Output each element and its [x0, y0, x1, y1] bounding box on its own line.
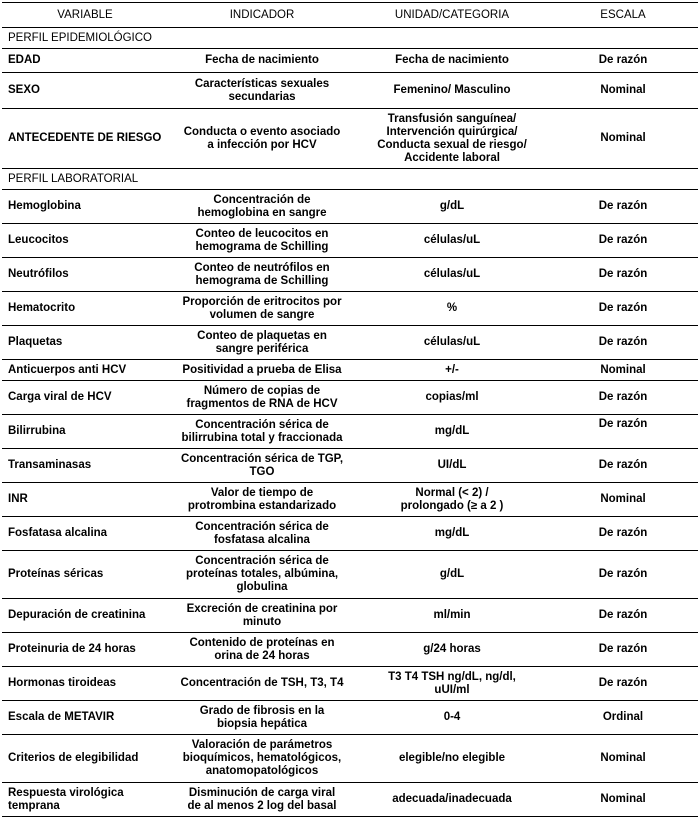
cell-escala: De razón [548, 633, 698, 667]
cell-escala: De razón [548, 258, 698, 292]
cell-escala: Nominal [548, 360, 698, 381]
cell-indicador: Concentración sérica de fosfatasa alcalina [168, 517, 356, 551]
cell-unidad: copias/ml [356, 381, 548, 415]
table-row [2, 483, 698, 517]
cell-escala: De razón [548, 517, 698, 551]
cell-escala: Nominal [548, 73, 698, 109]
cell-indicador: Grado de fibrosis en la biopsia hepática [168, 701, 356, 735]
cell-indicador: Conteo de neutrófilos en hemograma de Schilling [168, 258, 356, 292]
variables-table [2, 2, 698, 817]
cell-variable: Carga viral de HCV [2, 381, 168, 415]
cell-variable: Transaminasas [2, 449, 168, 483]
cell-unidad: g/24 horas [356, 633, 548, 667]
cell-indicador: Fecha de nacimiento [168, 49, 356, 73]
cell-variable: Escala de METAVIR [2, 701, 168, 735]
cell-indicador: Valoración de parámetros bioquímicos, hematológicos, anatomopatológicos [168, 735, 356, 783]
table-row [2, 449, 698, 483]
table-row [2, 517, 698, 551]
table-row [2, 326, 698, 360]
cell-indicador: Proporción de eritrocitos por volumen de sangre [168, 292, 356, 326]
cell-indicador: Disminución de carga viral de al menos 2 log del basal [168, 783, 356, 817]
cell-unidad: % [356, 292, 548, 326]
cell-variable: Hemoglobina [2, 190, 168, 224]
cell-variable: SEXO [2, 73, 168, 109]
cell-escala: Ordinal [548, 701, 698, 735]
cell-variable: Proteinuria de 24 horas [2, 633, 168, 667]
table-row [2, 49, 698, 73]
table-row [2, 73, 698, 109]
cell-unidad: 0-4 [356, 701, 548, 735]
cell-variable: EDAD [2, 49, 168, 73]
cell-variable: Leucocitos [2, 224, 168, 258]
cell-escala: Nominal [548, 735, 698, 783]
cell-unidad: elegible/no elegible [356, 735, 548, 783]
cell-unidad: células/uL [356, 224, 548, 258]
cell-unidad: UI/dL [356, 449, 548, 483]
cell-escala: De razón [548, 415, 698, 449]
cell-unidad: g/dL [356, 551, 548, 599]
cell-escala: De razón [548, 326, 698, 360]
cell-indicador: Conteo de leucocitos en hemograma de Schilling [168, 224, 356, 258]
cell-unidad: T3 T4 TSH ng/dL, ng/dl, uUI/ml [356, 667, 548, 701]
cell-escala: Nominal [548, 783, 698, 817]
cell-indicador: Conteo de plaquetas en sangre periférica [168, 326, 356, 360]
cell-escala: De razón [548, 224, 698, 258]
cell-indicador: Concentración sérica de proteínas totales, albúmina, globulina [168, 551, 356, 599]
table-row [2, 415, 698, 449]
cell-unidad: Femenino/ Masculino [356, 73, 548, 109]
cell-unidad: g/dL [356, 190, 548, 224]
cell-variable: Plaquetas [2, 326, 168, 360]
cell-unidad: Normal (< 2) / prolongado (≥ a 2 ) [356, 483, 548, 517]
cell-indicador: Características sexuales secundarias [168, 73, 356, 109]
cell-unidad: mg/dL [356, 517, 548, 551]
cell-escala: De razón [548, 49, 698, 73]
header-unidad: UNIDAD/CATEGORIA [356, 3, 548, 28]
cell-escala: De razón [548, 449, 698, 483]
cell-escala: Nominal [548, 483, 698, 517]
cell-unidad: ml/min [356, 599, 548, 633]
cell-indicador: Concentración de TSH, T3, T4 [168, 667, 356, 701]
cell-variable: Bilirrubina [2, 415, 168, 449]
cell-escala: De razón [548, 292, 698, 326]
cell-escala: De razón [548, 190, 698, 224]
table-row [2, 735, 698, 783]
cell-indicador: Excreción de creatinina por minuto [168, 599, 356, 633]
table-row [2, 783, 698, 817]
table-row [2, 701, 698, 735]
cell-unidad: Fecha de nacimiento [356, 49, 548, 73]
table-row [2, 667, 698, 701]
cell-indicador: Número de copias de fragmentos de RNA de HCV [168, 381, 356, 415]
table-row [2, 292, 698, 326]
section-title: PERFIL LABORATORIAL [2, 169, 698, 190]
cell-variable: INR [2, 483, 168, 517]
cell-variable: Depuración de creatinina [2, 599, 168, 633]
cell-escala: De razón [548, 381, 698, 415]
cell-escala: De razón [548, 599, 698, 633]
table-row [2, 258, 698, 292]
table-row [2, 224, 698, 258]
table-row [2, 599, 698, 633]
table-header-row [2, 3, 698, 28]
cell-variable: Anticuerpos anti HCV [2, 360, 168, 381]
cell-indicador: Contenido de proteínas en orina de 24 horas [168, 633, 356, 667]
cell-unidad: mg/dL [356, 415, 548, 449]
cell-variable: Neutrófilos [2, 258, 168, 292]
cell-variable: Criterios de elegibilidad [2, 735, 168, 783]
table-row [2, 633, 698, 667]
cell-variable: ANTECEDENTE DE RIESGO [2, 109, 168, 169]
section-title: PERFIL EPIDEMIOLÓGICO [2, 28, 698, 49]
cell-unidad: +/- [356, 360, 548, 381]
cell-unidad: células/uL [356, 258, 548, 292]
cell-variable: Hematocrito [2, 292, 168, 326]
header-escala: ESCALA [548, 3, 698, 28]
cell-unidad: adecuada/inadecuada [356, 783, 548, 817]
table-body [2, 28, 698, 817]
cell-escala: De razón [548, 667, 698, 701]
table-row [2, 551, 698, 599]
cell-indicador: Concentración sérica de bilirrubina total y fraccionada [168, 415, 356, 449]
cell-variable: Proteínas séricas [2, 551, 168, 599]
header-indicador: INDICADOR [168, 3, 356, 28]
cell-variable: Fosfatasa alcalina [2, 517, 168, 551]
cell-escala: Nominal [548, 109, 698, 169]
section-row [2, 28, 698, 49]
cell-variable: Hormonas tiroideas [2, 667, 168, 701]
table-row [2, 360, 698, 381]
cell-indicador: Conducta o evento asociado a infección por HCV [168, 109, 356, 169]
cell-escala: De razón [548, 551, 698, 599]
cell-indicador: Positividad a prueba de Elisa [168, 360, 356, 381]
cell-indicador: Concentración sérica de TGP, TGO [168, 449, 356, 483]
header-variable: VARIABLE [2, 3, 168, 28]
cell-unidad: Transfusión sanguínea/ Intervención quirúrgica/ Conducta sexual de riesgo/ Accidente laboral [356, 109, 548, 169]
cell-indicador: Valor de tiempo de protrombina estandarizado [168, 483, 356, 517]
table-row [2, 109, 698, 169]
cell-unidad: células/uL [356, 326, 548, 360]
table-row [2, 190, 698, 224]
cell-variable: Respuesta virológica temprana [2, 783, 168, 817]
cell-indicador: Concentración de hemoglobina en sangre [168, 190, 356, 224]
section-row [2, 169, 698, 190]
table-row [2, 381, 698, 415]
